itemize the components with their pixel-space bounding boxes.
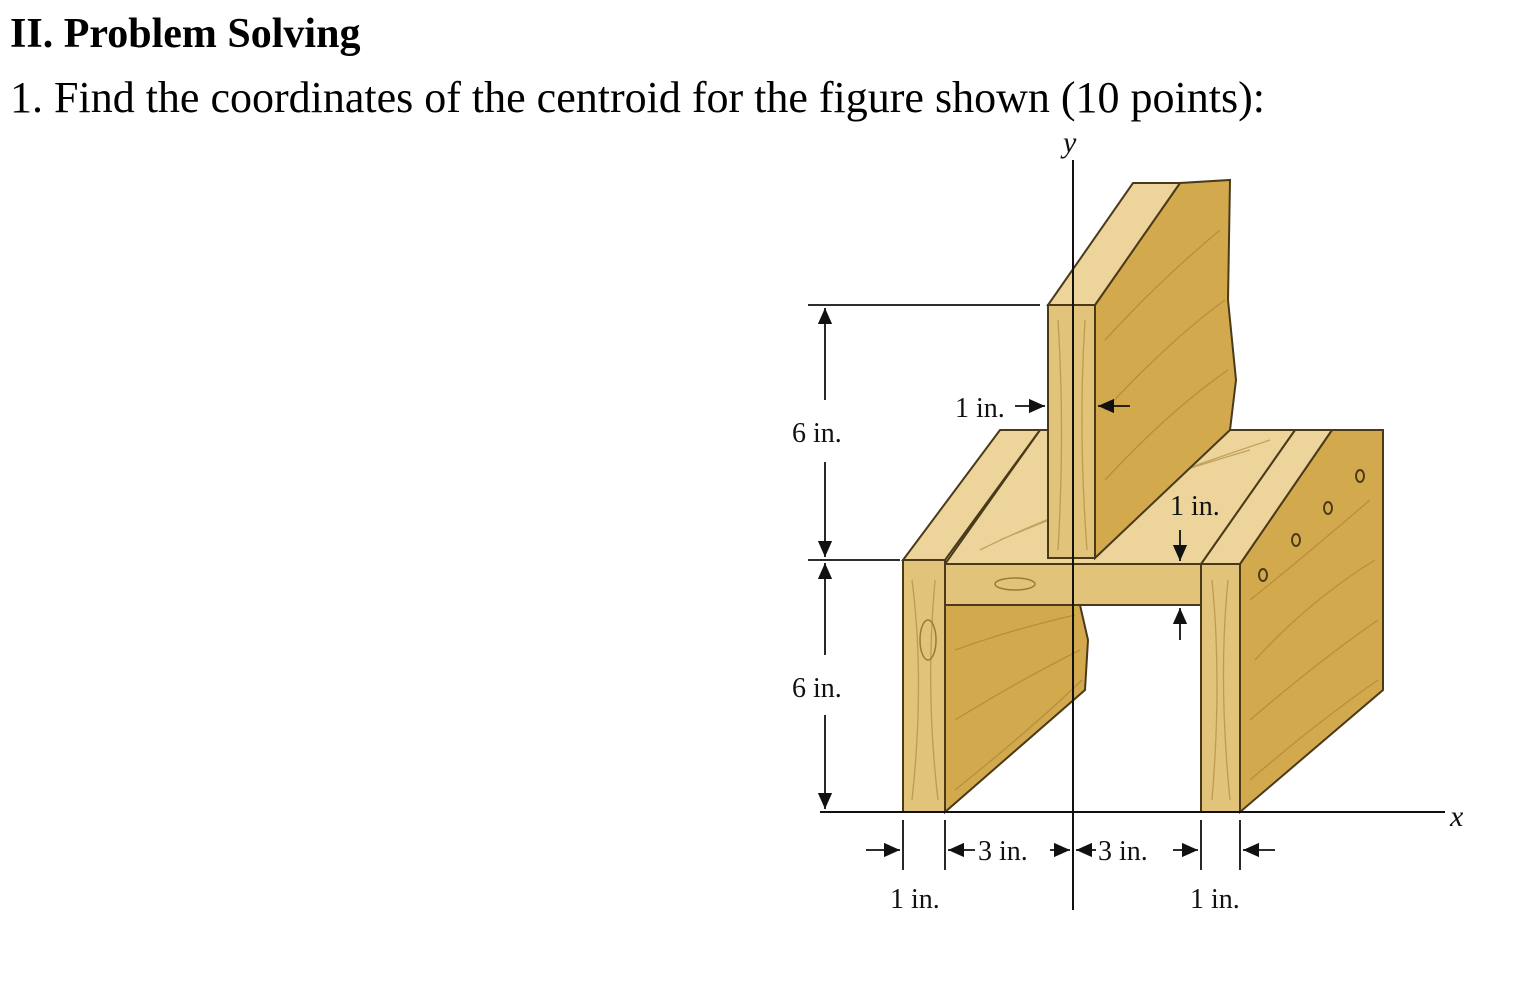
width-dimensions (866, 820, 1275, 870)
y-axis-label: y (1063, 126, 1077, 159)
right-leg-width-label: 1 in. (1190, 884, 1240, 915)
left-leg-width-label: 1 in. (890, 884, 940, 915)
left-leg-side (945, 605, 1088, 812)
question-text: 1. Find the coordinates of the centroid for the figure shown (10 points): (10, 73, 1265, 122)
seat-thickness-label: 1 in. (1170, 491, 1220, 522)
left-leg-front (903, 560, 945, 812)
right-span-label: 3 in. (1098, 836, 1148, 867)
backrest-front (1048, 305, 1095, 558)
right-leg-front (1201, 564, 1240, 812)
upper-height-label: 6 in. (792, 418, 842, 449)
x-axis-label: x (1450, 800, 1464, 833)
lower-height-label: 6 in. (792, 673, 842, 704)
section-heading: II. Problem Solving (10, 11, 361, 57)
left-span-label: 3 in. (978, 836, 1028, 867)
back-thickness-label: 1 in. (955, 393, 1005, 424)
